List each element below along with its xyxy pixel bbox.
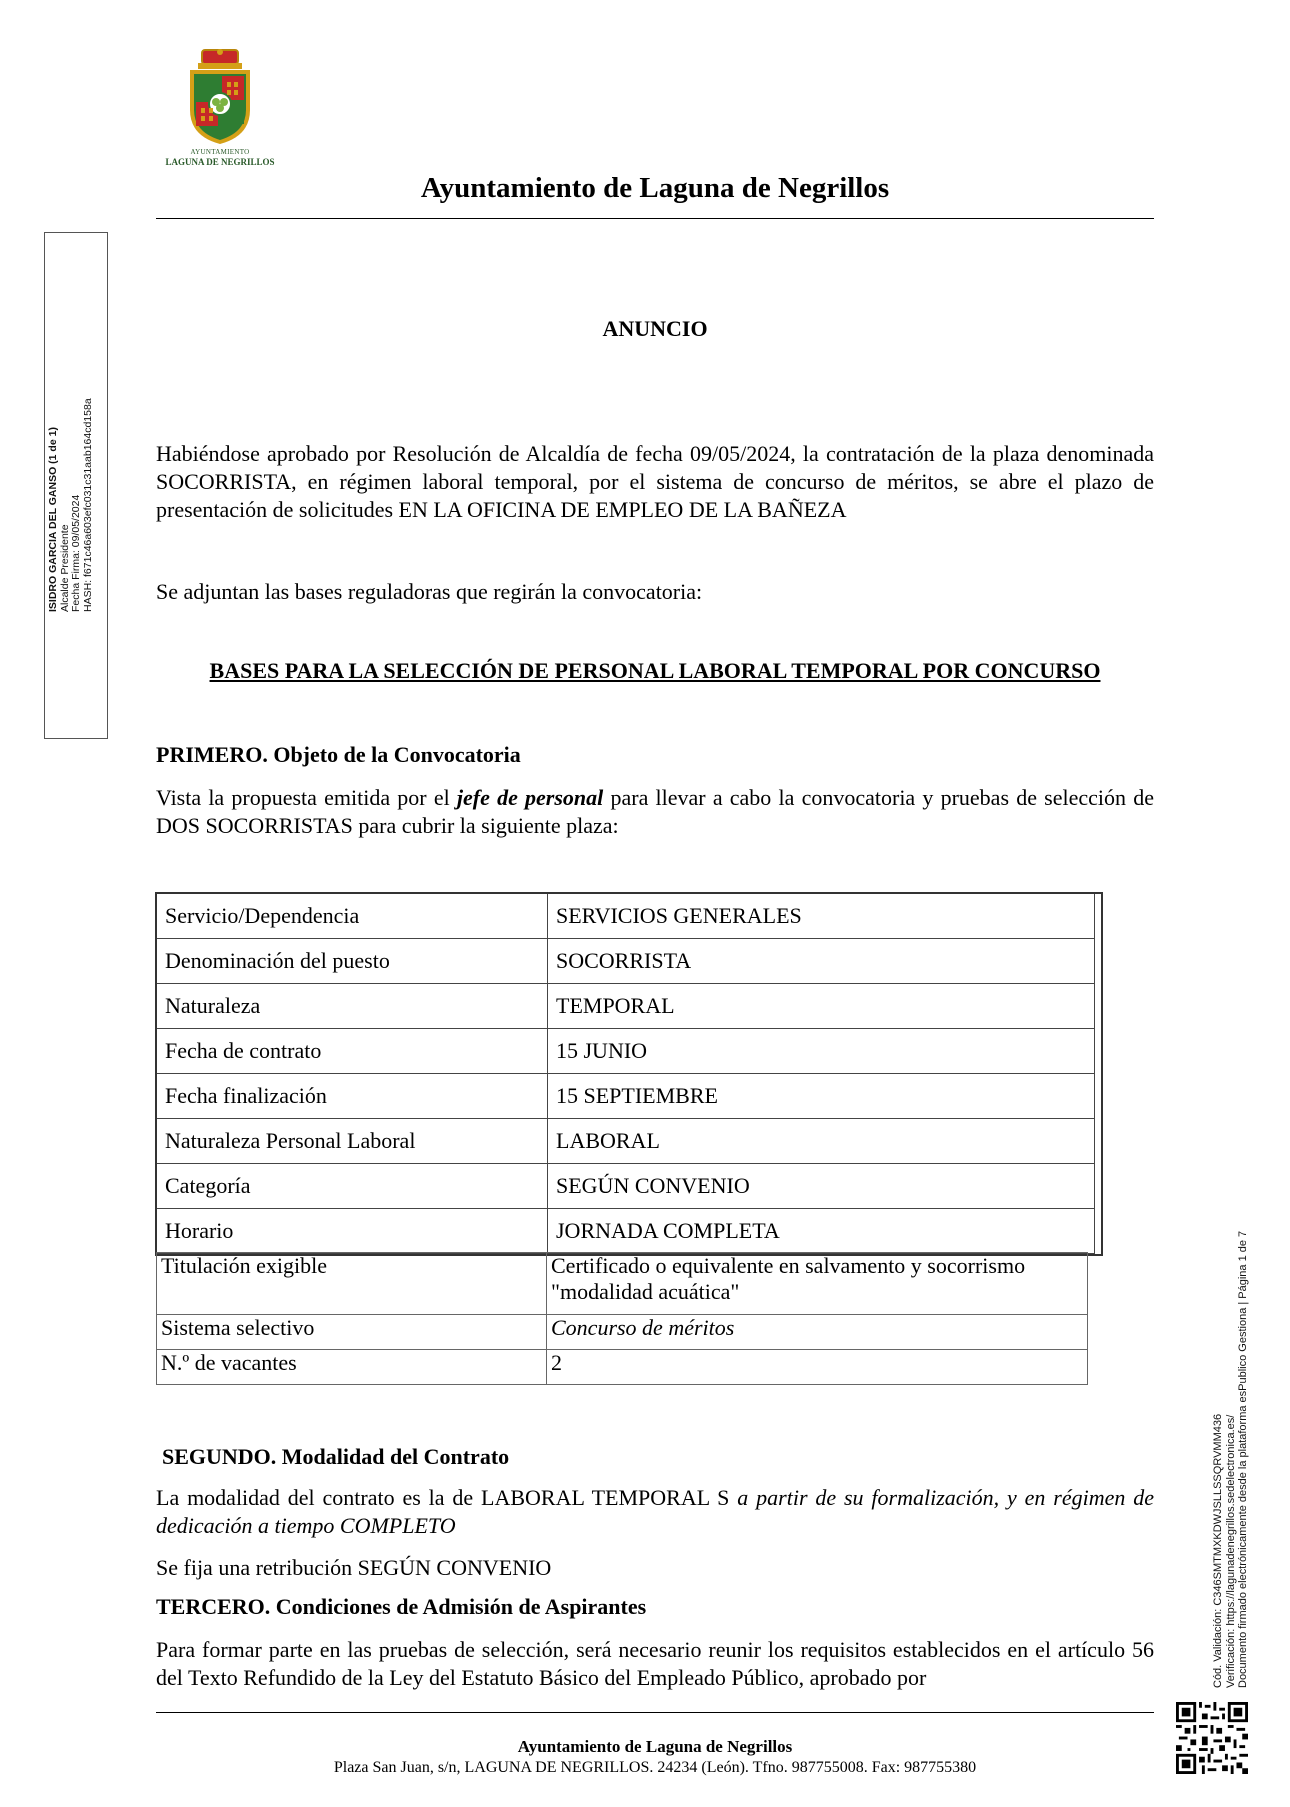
page-info: Documento firmado electrónicamente desde la plataforma esPublico Gestiona | Página 1 de 7	[1237, 1230, 1249, 1688]
row-label: Fecha de contrato	[157, 1029, 548, 1074]
segundo-text-plain: La modalidad del contrato es la de LABORAL TEMPORAL S	[156, 1485, 738, 1510]
table-row	[157, 894, 1095, 939]
row-value: SEGÚN CONVENIO	[548, 1164, 1095, 1209]
header-title: Ayuntamiento de Laguna de Negrillos	[420, 172, 890, 204]
section-primero-heading: PRIMERO. Objeto de la Convocatoria	[156, 742, 521, 767]
section-tercero-text: Para formar parte en las pruebas de selección, será necesario reunir los requisitos establecidos en el artículo 56 del Texto Refundido de la Ley del Estatuto Básico del Empleado Público, aprobado por	[156, 1637, 1154, 1690]
primero-text-after: para llevar a cabo la convocatoria y pruebas de selección de DOS SOCORRISTAS para cubrir la siguiente plaza:	[156, 785, 1154, 838]
footer-title: Ayuntamiento de Laguna de Negrillos	[517, 1737, 793, 1756]
row-value: SERVICIOS GENERALES	[548, 894, 1095, 939]
row-value: JORNADA COMPLETA	[548, 1209, 1095, 1254]
primero-text-before: Vista la propuesta emitida por el	[156, 785, 457, 810]
row-value: 15 SEPTIEMBRE	[548, 1074, 1095, 1119]
row-label: Categoría	[157, 1164, 548, 1209]
footer-divider	[156, 1712, 1154, 1713]
row-label: Titulación exigible	[157, 1253, 547, 1315]
section-segundo-text	[156, 1484, 1154, 1540]
row-label: Servicio/Dependencia	[157, 894, 548, 939]
row-label: Horario	[157, 1209, 548, 1254]
primero-text-emphasis: jefe de personal	[456, 785, 604, 810]
table-row	[157, 1029, 1095, 1074]
position-details-table	[156, 893, 1095, 1254]
segundo-text-emphasis: a partir de su formalización, y en régimen de dedicación a tiempo COMPLETO	[156, 1485, 1154, 1538]
attachments-note: Se adjuntan las bases reguladoras que regirán la convocatoria:	[156, 579, 703, 604]
verification-url: Verificación: https://lagunadenegrillos.sedelectronica.es/	[1224, 1414, 1237, 1688]
intro-paragraph: Habiéndose aprobado por Resolución de Alcaldía de fecha 09/05/2024, la contratación de la plaza denominada SOCORRISTA, en régimen laboral temporal, por el sistema de concurso de méritos, se abre el plazo de presentación de solicitudes EN LA OFICINA DE EMPLEO DE LA BAÑEZA	[156, 441, 1154, 522]
table-row	[157, 1074, 1095, 1119]
coat-of-arms-icon	[182, 48, 258, 146]
row-value: Concurso de méritos	[547, 1315, 1088, 1350]
row-label: Naturaleza	[157, 984, 548, 1029]
header-divider	[156, 218, 1154, 219]
bases-title: BASES PARA LA SELECCIÓN DE PERSONAL LABORAL TEMPORAL POR CONCURSO	[209, 658, 1101, 683]
signature-hash: HASH: f671c46a603efc031c31aab164cd158a	[81, 398, 94, 612]
section-tercero-heading: TERCERO. Condiciones de Admisión de Aspirantes	[156, 1594, 647, 1619]
table-row	[157, 1119, 1095, 1164]
row-value: Certificado o equivalente en salvamento y socorrismo "modalidad acuática"	[547, 1253, 1088, 1315]
row-value: TEMPORAL	[548, 984, 1095, 1029]
document-heading: ANUNCIO	[602, 316, 708, 341]
validation-block	[1212, 1128, 1250, 1688]
table-row	[157, 1209, 1095, 1254]
row-label: Naturaleza Personal Laboral	[157, 1119, 548, 1164]
signature-block	[48, 352, 94, 612]
qr-code-icon	[1176, 1702, 1248, 1774]
row-value: 15 JUNIO	[548, 1029, 1095, 1074]
logo-caption-top: AYUNTAMIENTO	[190, 148, 250, 156]
retribucion-text: Se fija una retribución SEGÚN CONVENIO	[156, 1555, 552, 1580]
row-value: 2	[547, 1350, 1088, 1385]
row-label: Denominación del puesto	[157, 939, 548, 984]
footer-address: Plaza San Juan, s/n, LAGUNA DE NEGRILLOS. 24234 (León). Tfno. 987755008. Fax: 987755380	[333, 1759, 977, 1776]
signer-role: Alcalde Presidente	[58, 524, 71, 612]
municipal-coat-of-arms	[150, 48, 290, 168]
row-label: Sistema selectivo	[157, 1315, 547, 1350]
row-label: N.º de vacantes	[157, 1350, 547, 1385]
table-row	[157, 1350, 1088, 1385]
row-label: Fecha finalización	[157, 1074, 548, 1119]
validation-code: Cód. Validación: C346SMTMXKDWJSLLSSQRVMM436	[1212, 1413, 1224, 1688]
table-row	[157, 1315, 1088, 1350]
table-row	[157, 1164, 1095, 1209]
signature-date: Fecha Firma: 09/05/2024	[70, 494, 82, 612]
table-row	[157, 1253, 1088, 1315]
table-row	[157, 984, 1095, 1029]
logo-caption-bottom: LAGUNA DE NEGRILLOS	[165, 157, 275, 167]
row-value: SOCORRISTA	[548, 939, 1095, 984]
row-value: LABORAL	[548, 1119, 1095, 1164]
table-row	[157, 939, 1095, 984]
position-details-table-extra	[156, 1252, 1088, 1385]
section-segundo-heading: SEGUNDO. Modalidad del Contrato	[162, 1444, 510, 1469]
signer-name: ISIDRO GARCIA DEL GANSO (1 de 1)	[47, 427, 59, 612]
section-primero-text	[156, 784, 1154, 840]
